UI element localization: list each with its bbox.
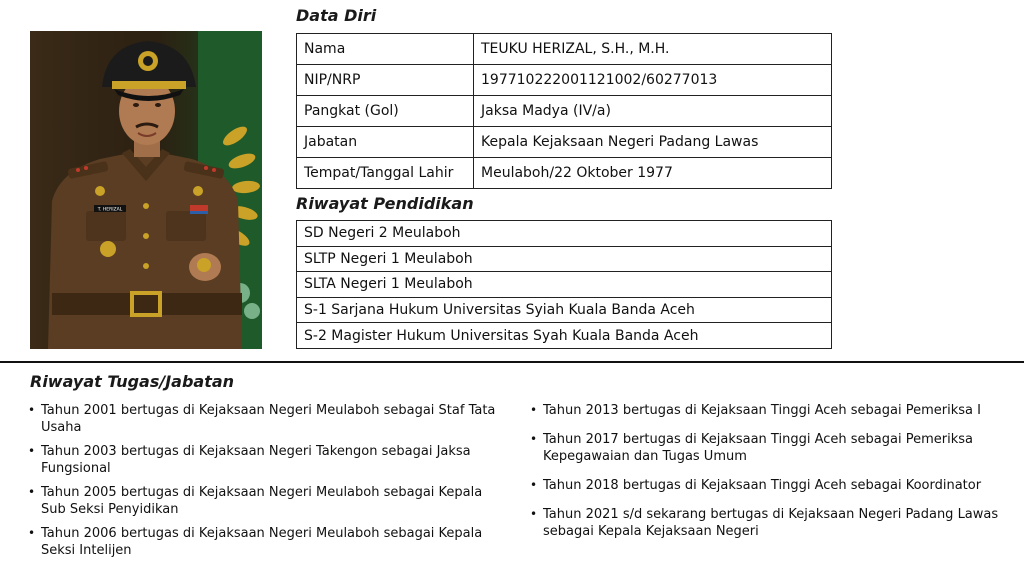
field-label: NIP/NRP	[297, 65, 474, 96]
table-row	[297, 158, 832, 189]
table-row	[297, 96, 832, 127]
list-item: • Tahun 2006 bertugas di Kejaksaan Negeri Meulaboh sebagai Kepala Seksi Intelijen	[28, 525, 508, 559]
education-item: SLTP Negeri 1 Meulaboh	[297, 246, 832, 272]
table-row	[297, 323, 832, 349]
table-row	[297, 34, 832, 65]
profile-photo	[30, 31, 262, 349]
riwayat-pendidikan-title: Riwayat Pendidikan	[296, 194, 474, 213]
riwayat-tugas-title: Riwayat Tugas/Jabatan	[30, 372, 235, 391]
list-item: • Tahun 2018 bertugas di Kejaksaan Tinggi Aceh sebagai Koordinator	[530, 477, 1015, 494]
table-row	[297, 246, 832, 272]
riwayat-pendidikan-table	[296, 220, 832, 349]
field-value: Kepala Kejaksaan Negeri Padang Lawas	[474, 127, 832, 158]
table-row	[297, 272, 832, 298]
section-divider	[0, 361, 1024, 363]
name-tag-text: T. HERIZAL	[97, 207, 123, 213]
field-label: Jabatan	[297, 127, 474, 158]
field-value: Meulaboh/22 Oktober 1977	[474, 158, 832, 189]
education-item: S-2 Magister Hukum Universitas Syah Kuala Banda Aceh	[297, 323, 832, 349]
riwayat-tugas-list-right	[530, 402, 1015, 552]
list-item: • Tahun 2005 bertugas di Kejaksaan Negeri Meulaboh sebagai Kepala Sub Seksi Penyidikan	[28, 484, 508, 518]
riwayat-tugas-list-left	[28, 402, 508, 566]
list-item: • Tahun 2003 bertugas di Kejaksaan Negeri Takengon sebagai Jaksa Fungsional	[28, 443, 508, 477]
field-label: Tempat/Tanggal Lahir	[297, 158, 474, 189]
field-label: Pangkat (Gol)	[297, 96, 474, 127]
education-item: SLTA Negeri 1 Meulaboh	[297, 272, 832, 298]
field-label: Nama	[297, 34, 474, 65]
education-item: S-1 Sarjana Hukum Universitas Syiah Kuala Banda Aceh	[297, 297, 832, 323]
list-item: • Tahun 2013 bertugas di Kejaksaan Tinggi Aceh sebagai Pemeriksa I	[530, 402, 1015, 419]
table-row	[297, 297, 832, 323]
education-item: SD Negeri 2 Meulaboh	[297, 221, 832, 247]
list-item: • Tahun 2021 s/d sekarang bertugas di Kejaksaan Negeri Padang Lawas sebagai Kepala Kejaksaan Negeri	[530, 506, 1015, 540]
table-row	[297, 221, 832, 247]
list-item: • Tahun 2017 bertugas di Kejaksaan Tinggi Aceh sebagai Pemeriksa Kepegawaian dan Tugas Umum	[530, 431, 1015, 465]
field-value: TEUKU HERIZAL, S.H., M.H.	[474, 34, 832, 65]
table-row	[297, 127, 832, 158]
data-diri-table	[296, 33, 832, 189]
field-value: Jaksa Madya (IV/a)	[474, 96, 832, 127]
field-value: 197710222001121002/60277013	[474, 65, 832, 96]
data-diri-title: Data Diri	[296, 6, 377, 25]
list-item: • Tahun 2001 bertugas di Kejaksaan Negeri Meulaboh sebagai Staf Tata Usaha	[28, 402, 508, 436]
table-row	[297, 65, 832, 96]
